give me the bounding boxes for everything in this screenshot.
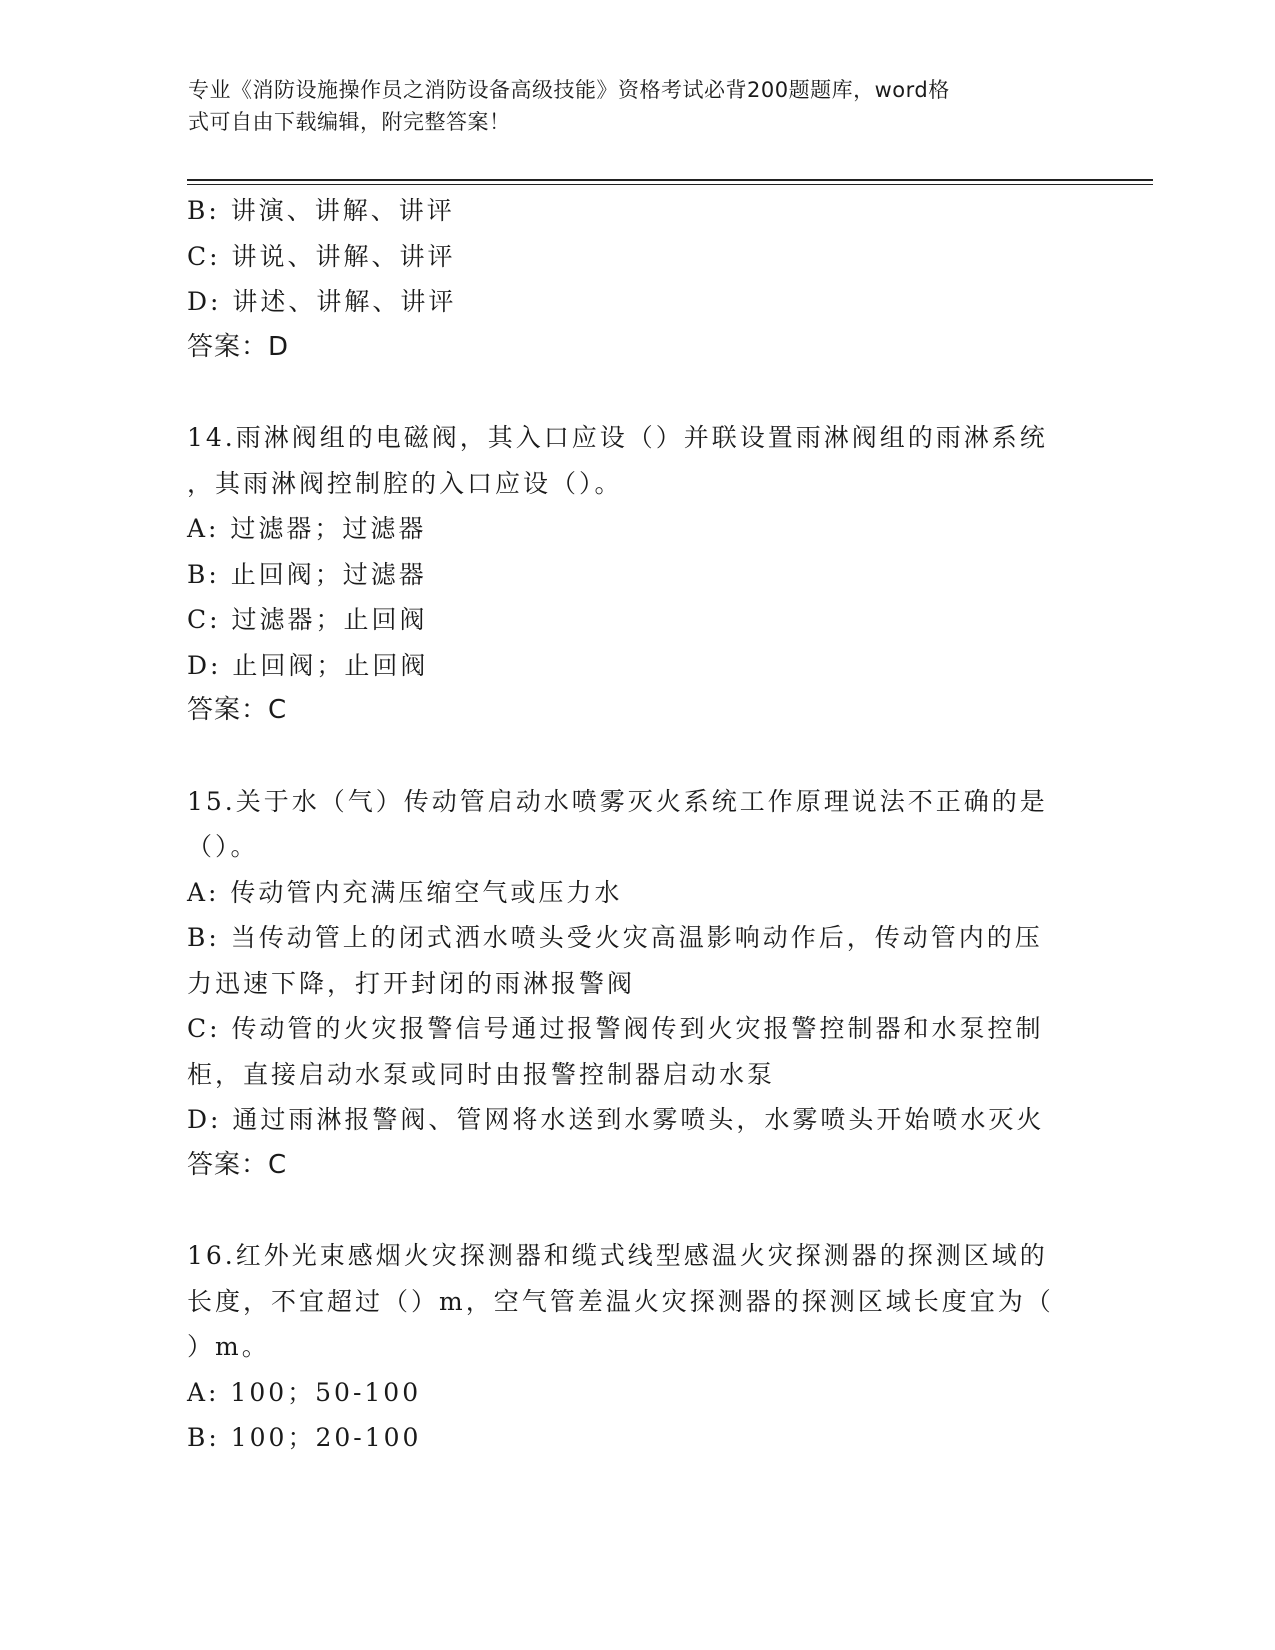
answer: 答案：D (187, 331, 290, 362)
question-list (187, 188, 1067, 1461)
header-line-2: 式可自由下载编辑，附完整答案！ (188, 110, 511, 134)
document-header (188, 74, 1068, 138)
option-b-continued: 力迅速下降，打开封闭的雨淋报警阀 (187, 968, 636, 998)
question-15 (187, 779, 1067, 1189)
question-14 (187, 415, 1067, 734)
question-stem: 长度，不宜超过（）m，空气管差温火灾探测器的探测区域长度宜为（ (187, 1286, 1054, 1316)
option-b: B: 讲演、讲解、讲评 (187, 196, 455, 225)
option-d: D: 通过雨淋报警阀、管网将水送到水雾喷头，水雾喷头开始喷水灭火 (187, 1105, 1045, 1134)
question-stem: （）。 (187, 832, 259, 861)
option-a: A: 过滤器；过滤器 (187, 514, 427, 543)
answer: 答案：C (187, 695, 288, 725)
option-c: C: 过滤器；止回阀 (187, 605, 428, 634)
option-c: C: 讲说、讲解、讲评 (187, 241, 456, 271)
question-stem: 15.关于水（气）传动管启动水喷雾灭火系统工作原理说法不正确的是 (187, 786, 1048, 816)
header-rule-thin (187, 184, 1153, 185)
option-c-continued: 柜，直接启动水泵或同时由报警控制器启动水泵 (187, 1059, 776, 1089)
question-stem: 14.雨淋阀组的电磁阀，其入口应设（）并联设置雨淋阀组的雨淋系统 (187, 423, 1048, 452)
option-b: B: 100；20-100 (187, 1423, 422, 1452)
spacer (187, 370, 1067, 415)
spacer (187, 734, 1067, 779)
spacer (187, 1188, 1067, 1233)
option-d: D: 讲述、讲解、讲评 (187, 287, 457, 316)
question-stem: 16.红外光束感烟火灾探测器和缆式线型感温火灾探测器的探测区域的 (187, 1241, 1048, 1270)
header-line-1: 专业《消防设施操作员之消防设备高级技能》资格考试必背200题题库，word格 (188, 78, 950, 102)
option-b: B: 止回阀；过滤器 (187, 559, 427, 589)
option-a: A: 传动管内充满压缩空气或压力水 (187, 877, 623, 907)
question-16 (187, 1233, 1067, 1461)
question-stem: ，其雨淋阀控制腔的入口应设（）。 (187, 468, 623, 498)
option-a: A: 100；50-100 (187, 1377, 422, 1407)
answer: 答案：C (187, 1149, 288, 1180)
option-b: B: 当传动管上的闭式洒水喷头受火灾高温影响动作后，传动管内的压 (187, 923, 1043, 952)
question-stem: ）m。 (187, 1332, 270, 1361)
question-13-tail (187, 188, 1067, 370)
header-rule-thick (187, 179, 1153, 181)
option-d: D: 止回阀；止回阀 (187, 650, 429, 680)
option-c: C: 传动管的火灾报警信号通过报警阀传到火灾报警控制器和水泵控制 (187, 1014, 1044, 1043)
